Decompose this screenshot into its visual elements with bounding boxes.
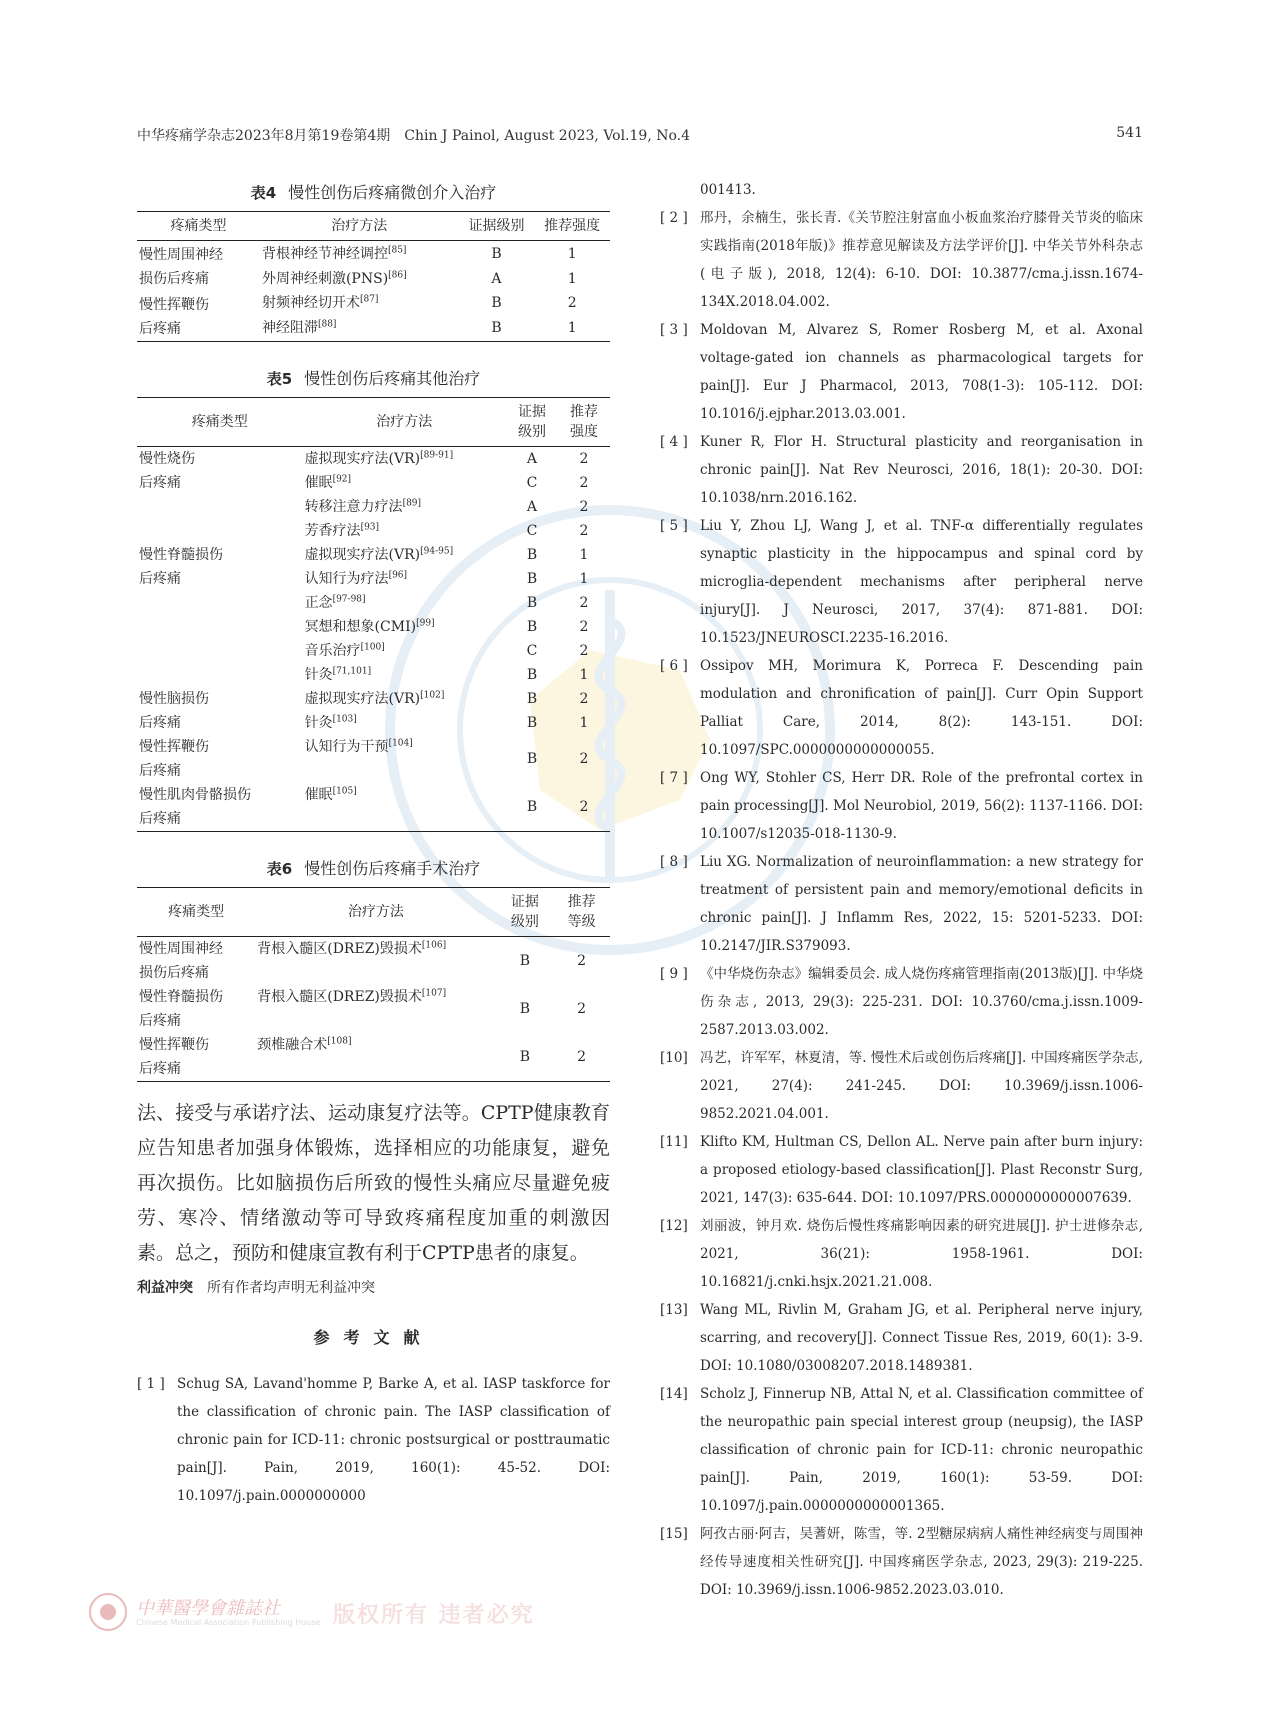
reference-text: 《中华烧伤杂志》编辑委员会. 成人烧伤疼痛管理指南(2013版)[J]. 中华烧伤杂志, 2013, 29(3): 225-231. DOI: 10.3760/cma.j.issn.1009-2587.2013.03.002.	[700, 966, 1143, 1038]
level-cell: C	[526, 475, 538, 491]
reference-item	[660, 848, 1143, 960]
citation: [99]	[416, 618, 435, 629]
reference-number: [12]	[660, 1218, 688, 1234]
citation: [86]	[388, 269, 407, 280]
reference-item	[660, 960, 1143, 1044]
col-header: 推荐强度	[544, 218, 601, 234]
reference-item	[660, 1128, 1143, 1212]
reference-number: [ 4 ]	[660, 434, 688, 450]
citation: [89-91]	[420, 450, 454, 461]
reference-text: Wang ML, Rivlin M, Graham JG, et al. Peripheral nerve injury, scarring, and recovery[J]. Connect Tissue Res, 2019, 60(1): 3-9. DOI: 10.1080/03008207.2018.1489381.	[700, 1302, 1143, 1374]
reference-number: [ 3 ]	[660, 322, 688, 338]
type-cell: 慢性周围神经 损伤后疼痛	[139, 941, 223, 981]
reference-item	[660, 512, 1143, 652]
type-cell: 慢性肌肉骨骼损伤 后疼痛	[139, 787, 251, 827]
conflict-text: 所有作者均声明无利益冲突	[207, 1280, 375, 1296]
citation: [107]	[421, 988, 447, 999]
method-cell: 神经阻滞[88]	[261, 319, 337, 337]
table-row	[137, 447, 610, 472]
reference-text: Ossipov MH, Morimura K, Porreca F. Descending pain modulation and chronification of pain[J]. Curr Opin Support Palliat Care, 2014, 8(2): 143-151. DOI: 10.1097/SPC.0000000000000055.	[700, 658, 1143, 758]
citation: [92]	[332, 474, 352, 485]
col-header: 证据 级别	[517, 404, 546, 440]
reference-item	[660, 652, 1143, 764]
table-row	[137, 687, 610, 711]
reference-number: [ 6 ]	[660, 658, 688, 674]
method-cell: 转移注意力疗法[89]	[304, 498, 422, 515]
page-number: 541	[1116, 125, 1143, 141]
reference-text: 邢丹，余楠生，张长青.《关节腔注射富血小板血浆治疗膝骨关节炎的临床实践指南(2018年版)》推荐意见解读及方法学评价[J]. 中华关节外科杂志(电子版), 2018, 12(4): 6-10. DOI: 10.3877/cma.j.issn.1674-134X.2018.04.002.	[700, 210, 1143, 310]
publisher-watermark	[88, 1592, 588, 1636]
level-cell: B	[519, 1001, 530, 1017]
reference-item	[660, 204, 1143, 316]
method-cell: 背根神经节神经调控[85]	[261, 244, 407, 262]
citation: [96]	[388, 570, 408, 581]
level-cell: A	[526, 499, 538, 515]
strength-cell: 2	[579, 499, 589, 515]
reference-text: 阿孜古丽·阿吉，吴蓍妍，陈雪，等. 2型糖尿病病人痛性神经病变与周围神经传导速度相关性研究[J]. 中国疼痛医学杂志, 2023, 29(3): 219-225. DOI: 10.3969/j.issn.1006-9852.2023.03.010.	[700, 1526, 1143, 1598]
col-header: 证据 级别	[510, 894, 539, 930]
reference-text: Liu Y, Zhou LJ, Wang J, et al. TNF-α differentially regulates synaptic plasticity in the hippocampus and spinal cord by microglia-dependent mechanisms after peripheral nerve injury[J]. J Neurosci, 2017, 37(4): 871-881. DOI: 10.1523/JNEUROSCI.2235-16.2016.	[700, 518, 1143, 646]
table-6	[137, 856, 610, 1082]
strength-cell: 1	[567, 320, 577, 337]
reference-number: [13]	[660, 1302, 688, 1318]
reference-item	[137, 1370, 610, 1510]
reference-item	[660, 1212, 1143, 1296]
method-cell: 射频神经切开术[87]	[261, 294, 379, 312]
strength-cell: 2	[577, 1049, 587, 1065]
reference-number: [ 1 ]	[137, 1376, 165, 1392]
citation: [103]	[332, 714, 357, 725]
citation: [108]	[327, 1036, 352, 1047]
citation: [89]	[402, 498, 422, 509]
col-header: 疼痛类型	[168, 904, 225, 920]
strength-cell: 1	[579, 667, 589, 683]
level-cell: B	[519, 1049, 530, 1065]
method-cell: 认知行为干预[104]	[304, 738, 413, 755]
level-cell: B	[526, 547, 538, 563]
citation: [87]	[359, 294, 379, 305]
strength-cell: 2	[579, 595, 589, 611]
citation: [88]	[317, 319, 337, 330]
reference-text: Schug SA, Lavand'homme P, Barke A, et al. IASP taskforce for the classification of chronic pain. The IASP classification of chronic pain for ICD-11: chronic postsurgical or posttraumatic pain[J]. Pain, 2019, 160(1): 45-52. DOI: 10.1097/j.pain.0000000000	[177, 1376, 610, 1504]
strength-cell: 1	[579, 571, 589, 587]
reference-number: [ 2 ]	[660, 210, 688, 226]
reference-text: 刘丽波，钟月欢. 烧伤后慢性疼痛影响因素的研究进展[J]. 护士进修杂志, 2021, 36(21): 1958-1961. DOI: 10.16821/j.cnki.hsjx.2021.21.008.	[700, 1218, 1143, 1290]
table-4-grid	[137, 211, 610, 342]
level-cell: C	[526, 643, 538, 659]
reference-item	[660, 1520, 1143, 1604]
table-5	[137, 366, 610, 832]
method-cell: 音乐治疗[100]	[304, 642, 385, 659]
citation: [104]	[388, 738, 413, 749]
table-row	[137, 543, 610, 567]
citation: [100]	[360, 642, 385, 653]
method-cell: 催眠[105]	[304, 786, 357, 803]
level-cell: B	[491, 295, 502, 312]
method-cell: 正念[97-98]	[304, 594, 366, 611]
method-cell: 虚拟现实疗法(VR)[102]	[304, 690, 445, 707]
strength-cell: 2	[579, 643, 589, 659]
right-column	[660, 176, 1143, 1604]
col-header: 治疗方法	[347, 904, 404, 920]
type-cell: 慢性挥鞭伤 后疼痛	[139, 739, 209, 779]
reference-item	[660, 1044, 1143, 1128]
reference-number: [ 5 ]	[660, 518, 688, 534]
strength-cell: 2	[579, 475, 589, 491]
strength-cell: 2	[577, 1001, 587, 1017]
strength-cell: 2	[579, 619, 589, 635]
level-cell: B	[526, 751, 538, 767]
type-cell: 慢性脊髓损伤 后疼痛	[139, 989, 223, 1029]
method-cell: 虚拟现实疗法(VR)[94-95]	[304, 546, 454, 563]
level-cell: B	[491, 245, 502, 262]
method-cell: 冥想和想象(CMI)[99]	[304, 618, 435, 635]
strength-cell: 2	[579, 451, 589, 467]
strength-cell: 1	[567, 245, 577, 262]
table-5-grid	[137, 397, 610, 832]
journal-info: 中华疼痛学杂志2023年8月第19卷第4期 Chin J Painol, August 2023, Vol.19, No.4	[137, 128, 691, 144]
publisher-seal-icon	[88, 1592, 128, 1632]
col-header: 推荐 强度	[569, 404, 598, 440]
reference-number: [ 9 ]	[660, 966, 688, 982]
reference-text: 冯艺，许军军，林夏清，等. 慢性术后或创伤后疼痛[J]. 中国疼痛医学杂志, 2021, 27(4): 241-245. DOI: 10.3969/j.issn.1006-9852.2021.04.001.	[700, 1050, 1143, 1122]
reference-text: Liu XG. Normalization of neuroinflammation: a new strategy for treatment of persistent pain and memory/emotional deficits in chronic pain[J]. J Inflamm Res, 2022, 15: 5201-5233. DOI: 10.2147/JIR.S379093.	[700, 854, 1143, 954]
level-cell: A	[491, 270, 502, 287]
copyright-notice: 版权所有 违者必究	[333, 1602, 535, 1628]
method-cell: 背根入髓区(DREZ)毁损术[107]	[257, 988, 447, 1005]
reference-number: [14]	[660, 1386, 688, 1402]
table-row	[137, 783, 610, 832]
level-cell: B	[526, 571, 538, 587]
type-cell: 慢性脑损伤 后疼痛	[139, 691, 209, 731]
level-cell: B	[526, 667, 538, 683]
level-cell: C	[526, 523, 538, 539]
conflict-of-interest	[137, 1277, 610, 1297]
citation: [105]	[332, 786, 357, 797]
reference-number: [11]	[660, 1134, 688, 1150]
left-column	[137, 180, 610, 1510]
table-row	[137, 735, 610, 783]
table-caption: 表6 慢性创伤后疼痛手术治疗	[266, 859, 481, 878]
references-list-left	[137, 1370, 610, 1510]
body-paragraph: 法、接受与承诺疗法、运动康复疗法等。CPTP健康教育应告知患者加强身体锻炼，选择相应的功能康复，避免再次损伤。比如脑损伤后所致的慢性头痛应尽量避免疲劳、寒冷、情绪激动等可导致疼痛程度加重的刺激因素。总之，预防和健康宣教有利于CPTP患者的康复。	[137, 1102, 610, 1264]
method-cell: 背根入髓区(DREZ)毁损术[106]	[257, 940, 447, 957]
table-6-grid	[137, 887, 610, 1082]
reference-number: [15]	[660, 1526, 688, 1542]
level-cell: B	[526, 619, 538, 635]
citation: [94-95]	[420, 546, 454, 557]
reference-item	[660, 316, 1143, 428]
col-header: 治疗方法	[376, 414, 433, 430]
level-cell: B	[519, 953, 530, 969]
reference-item	[660, 428, 1143, 512]
table-row	[137, 241, 610, 267]
citation: [71,101]	[332, 666, 372, 677]
citation: [97-98]	[332, 594, 366, 605]
references-list-right	[660, 204, 1143, 1604]
reference-item	[660, 1296, 1143, 1380]
method-cell: 针灸[103]	[304, 714, 357, 731]
citation: [93]	[360, 522, 380, 533]
table-row	[137, 985, 610, 1033]
table-caption: 表4 慢性创伤后疼痛微创介入治疗	[250, 183, 497, 202]
strength-cell: 1	[567, 270, 577, 287]
strength-cell: 2	[567, 295, 577, 312]
type-cell: 慢性挥鞭伤 后疼痛	[139, 1037, 209, 1077]
col-header: 疼痛类型	[170, 218, 227, 234]
level-cell: B	[526, 799, 538, 815]
reference-item	[660, 1380, 1143, 1520]
type-cell: 慢性周围神经 损伤后疼痛	[139, 247, 223, 287]
citation: [106]	[421, 940, 447, 951]
conflict-label: 利益冲突	[137, 1280, 193, 1296]
reference-number: [ 8 ]	[660, 854, 688, 870]
table-row	[137, 291, 610, 316]
col-header: 推荐 等级	[567, 894, 596, 930]
reference-text: Kuner R, Flor H. Structural plasticity and reorganisation in chronic pain[J]. Nat Rev Neurosci, 2016, 18(1): 20-30. DOI: 10.1038/nrn.2016.162.	[700, 434, 1143, 506]
reference-continuation: 001413.	[700, 182, 756, 198]
level-cell: B	[491, 320, 502, 337]
reference-number: [ 7 ]	[660, 770, 688, 786]
reference-text: Ong WY, Stohler CS, Herr DR. Role of the prefrontal cortex in pain processing[J]. Mol Neurobiol, 2019, 56(2): 1137-1166. DOI: 10.1007/s12035-018-1130-9.	[700, 770, 1143, 842]
level-cell: B	[526, 595, 538, 611]
method-cell: 认知行为疗法[96]	[304, 570, 408, 587]
publisher-name-cn: 中華醫學會雜誌社	[136, 1598, 280, 1619]
col-header: 证据级别	[468, 218, 525, 234]
method-cell: 颈椎融合术[108]	[257, 1036, 352, 1053]
strength-cell: 2	[577, 953, 587, 969]
strength-cell: 1	[579, 547, 589, 563]
type-cell: 慢性烧伤 后疼痛	[139, 451, 195, 491]
strength-cell: 1	[579, 715, 589, 731]
strength-cell: 2	[579, 751, 589, 767]
reference-text: Klifto KM, Hultman CS, Dellon AL. Nerve pain after burn injury: a proposed etiology-based classification[J]. Plast Reconstr Surg, 2021, 147(3): 635-644. DOI: 10.1097/PRS.0000000000007639.	[700, 1134, 1143, 1206]
level-cell: B	[526, 715, 538, 731]
table-4	[137, 180, 610, 342]
reference-number: [10]	[660, 1050, 688, 1066]
col-header: 治疗方法	[331, 218, 388, 234]
reference-text: Scholz J, Finnerup NB, Attal N, et al. Classification committee of the neuropathic pain special interest group (neupsig), the IASP classification of chronic pain for ICD-11: chronic neuropathic pain[J]. Pain, 2019, 160(1): 53-59. DOI: 10.1097/j.pain.0000000000001365.	[700, 1386, 1143, 1514]
type-cell: 慢性脊髓损伤 后疼痛	[139, 547, 223, 587]
method-cell: 针灸[71,101]	[304, 666, 372, 683]
type-cell: 慢性挥鞭伤 后疼痛	[139, 297, 209, 337]
table-caption: 表5 慢性创伤后疼痛其他治疗	[266, 369, 481, 388]
reference-text: Moldovan M, Alvarez S, Romer Rosberg M, et al. Axonal voltage-gated ion channels as pharmacological targets for pain[J]. Eur J Pharmacol, 2013, 708(1-3): 105-112. DOI: 10.1016/j.ejphar.2013.03.001.	[700, 322, 1143, 422]
level-cell: B	[526, 691, 538, 707]
running-header	[137, 125, 1143, 145]
method-cell: 芳香疗法[93]	[304, 522, 380, 539]
strength-cell: 2	[579, 691, 589, 707]
publisher-name-en: Chinese Medical Association Publishing House	[136, 1618, 321, 1627]
method-cell: 外周神经刺激(PNS)[86]	[261, 269, 407, 287]
references-heading: 参考文献	[313, 1328, 434, 1347]
strength-cell: 2	[579, 799, 589, 815]
strength-cell: 2	[579, 523, 589, 539]
method-cell: 催眠[92]	[304, 474, 352, 491]
level-cell: A	[526, 451, 538, 467]
method-cell: 虚拟现实疗法(VR)[89-91]	[304, 450, 454, 467]
col-header: 疼痛类型	[191, 414, 248, 430]
table-row	[137, 937, 610, 986]
reference-item	[660, 764, 1143, 848]
table-row	[137, 1033, 610, 1082]
citation: [85]	[387, 244, 407, 255]
citation: [102]	[420, 690, 445, 701]
